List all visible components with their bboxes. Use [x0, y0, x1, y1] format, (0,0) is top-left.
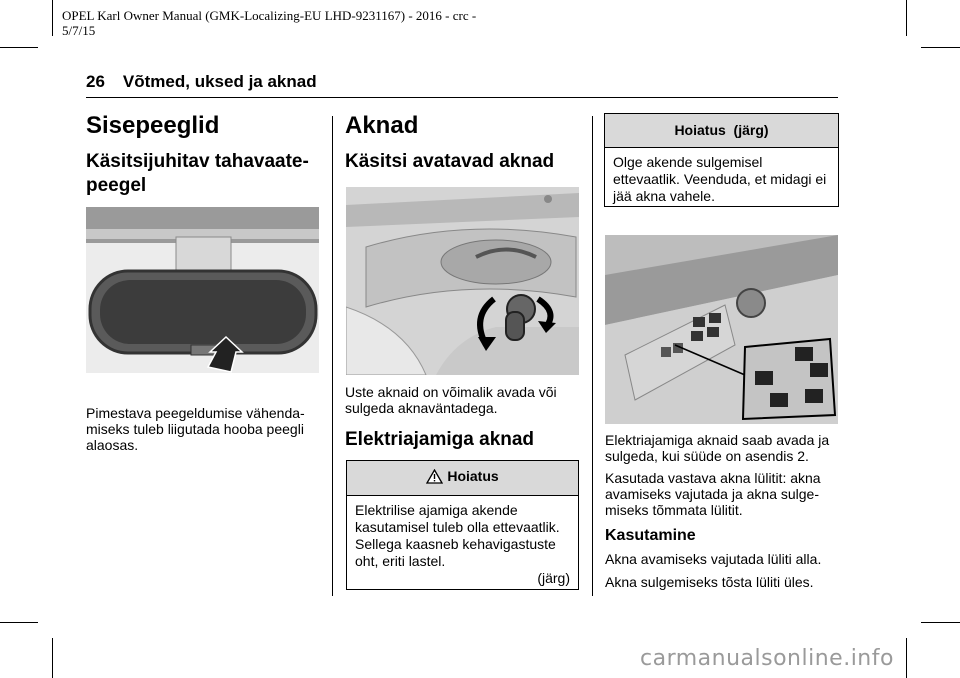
warning-box: [346, 460, 579, 590]
section-title: Sisepeeglid: [86, 112, 220, 139]
warning-header: Hoiatus (järg): [605, 114, 838, 148]
warning-text: Olge akende sulgemisel ettevaatlik. Veenduda, et midagi ei jää akna vahele.: [613, 154, 827, 204]
crop-mark: [906, 638, 907, 678]
crop-mark: [0, 47, 38, 48]
column-divider: [592, 116, 593, 596]
continued-label: (järg): [537, 570, 570, 586]
subsection-title: Elektriajamiga aknad: [345, 429, 535, 450]
crop-mark: [52, 0, 53, 36]
crop-mark: [921, 47, 960, 48]
paragraph: Akna sulgemiseks tõsta lüliti üles.: [605, 574, 814, 590]
warning-header: [347, 461, 578, 496]
paragraph: Pimestava peegeldumise vähenda-miseks tuleb liigutada hooba peegli alaosas.: [86, 405, 305, 453]
warning-title: Hoiatus: [447, 468, 499, 484]
crop-mark: [0, 622, 38, 623]
page-number: 26: [86, 72, 105, 91]
warning-box-continued: [604, 113, 839, 207]
page-header: [86, 72, 317, 92]
print-metadata: [62, 8, 502, 38]
crop-mark: [921, 622, 960, 623]
chapter-title: Võtmed, uksed ja aknad: [122, 72, 317, 91]
column-divider: [332, 116, 333, 596]
subsection-title: Käsitsi avatavad aknad: [345, 151, 555, 172]
section-title: Aknad: [345, 112, 419, 139]
paragraph: Akna avamiseks vajutada lüliti alla.: [605, 551, 822, 567]
rearview-mirror-illustration: [86, 207, 319, 373]
header-rule: [86, 97, 838, 98]
print-metadata-line: OPEL Karl Owner Manual (GMK-Localizing-EU LHD-9231167) - 2016 - crc -: [62, 8, 477, 23]
window-crank-illustration: [346, 187, 579, 375]
warning-body: [347, 496, 578, 593]
subsection-title: Kasutamine: [605, 527, 696, 544]
power-window-switch-illustration: [605, 235, 838, 424]
subsection-title: Käsitsijuhitav tahavaate-peegel: [86, 151, 309, 196]
crop-mark: [52, 638, 53, 678]
paragraph: Elektriajamiga aknaid saab avada ja sulgeda, kui süüde on asendis 2.: [605, 432, 830, 464]
print-metadata-date: 5/7/15: [62, 23, 96, 38]
watermark: carmanualsonline.info: [640, 646, 894, 671]
warning-triangle-icon: [426, 469, 443, 487]
crop-mark: [906, 0, 907, 36]
warning-text: Elektrilise ajamiga akende kasutamisel tuleb olla ettevaatlik. Sellega kaasneb kehavigastuste oht, eriti lastel.: [355, 502, 560, 569]
paragraph: Uste aknaid on võimalik avada või sulgeda aknaväntadega.: [345, 384, 557, 416]
paragraph: Kasutada vastava akna lülitit: akna avamiseks vajutada ja akna sulge-miseks tõmmata lülitit.: [605, 470, 821, 518]
